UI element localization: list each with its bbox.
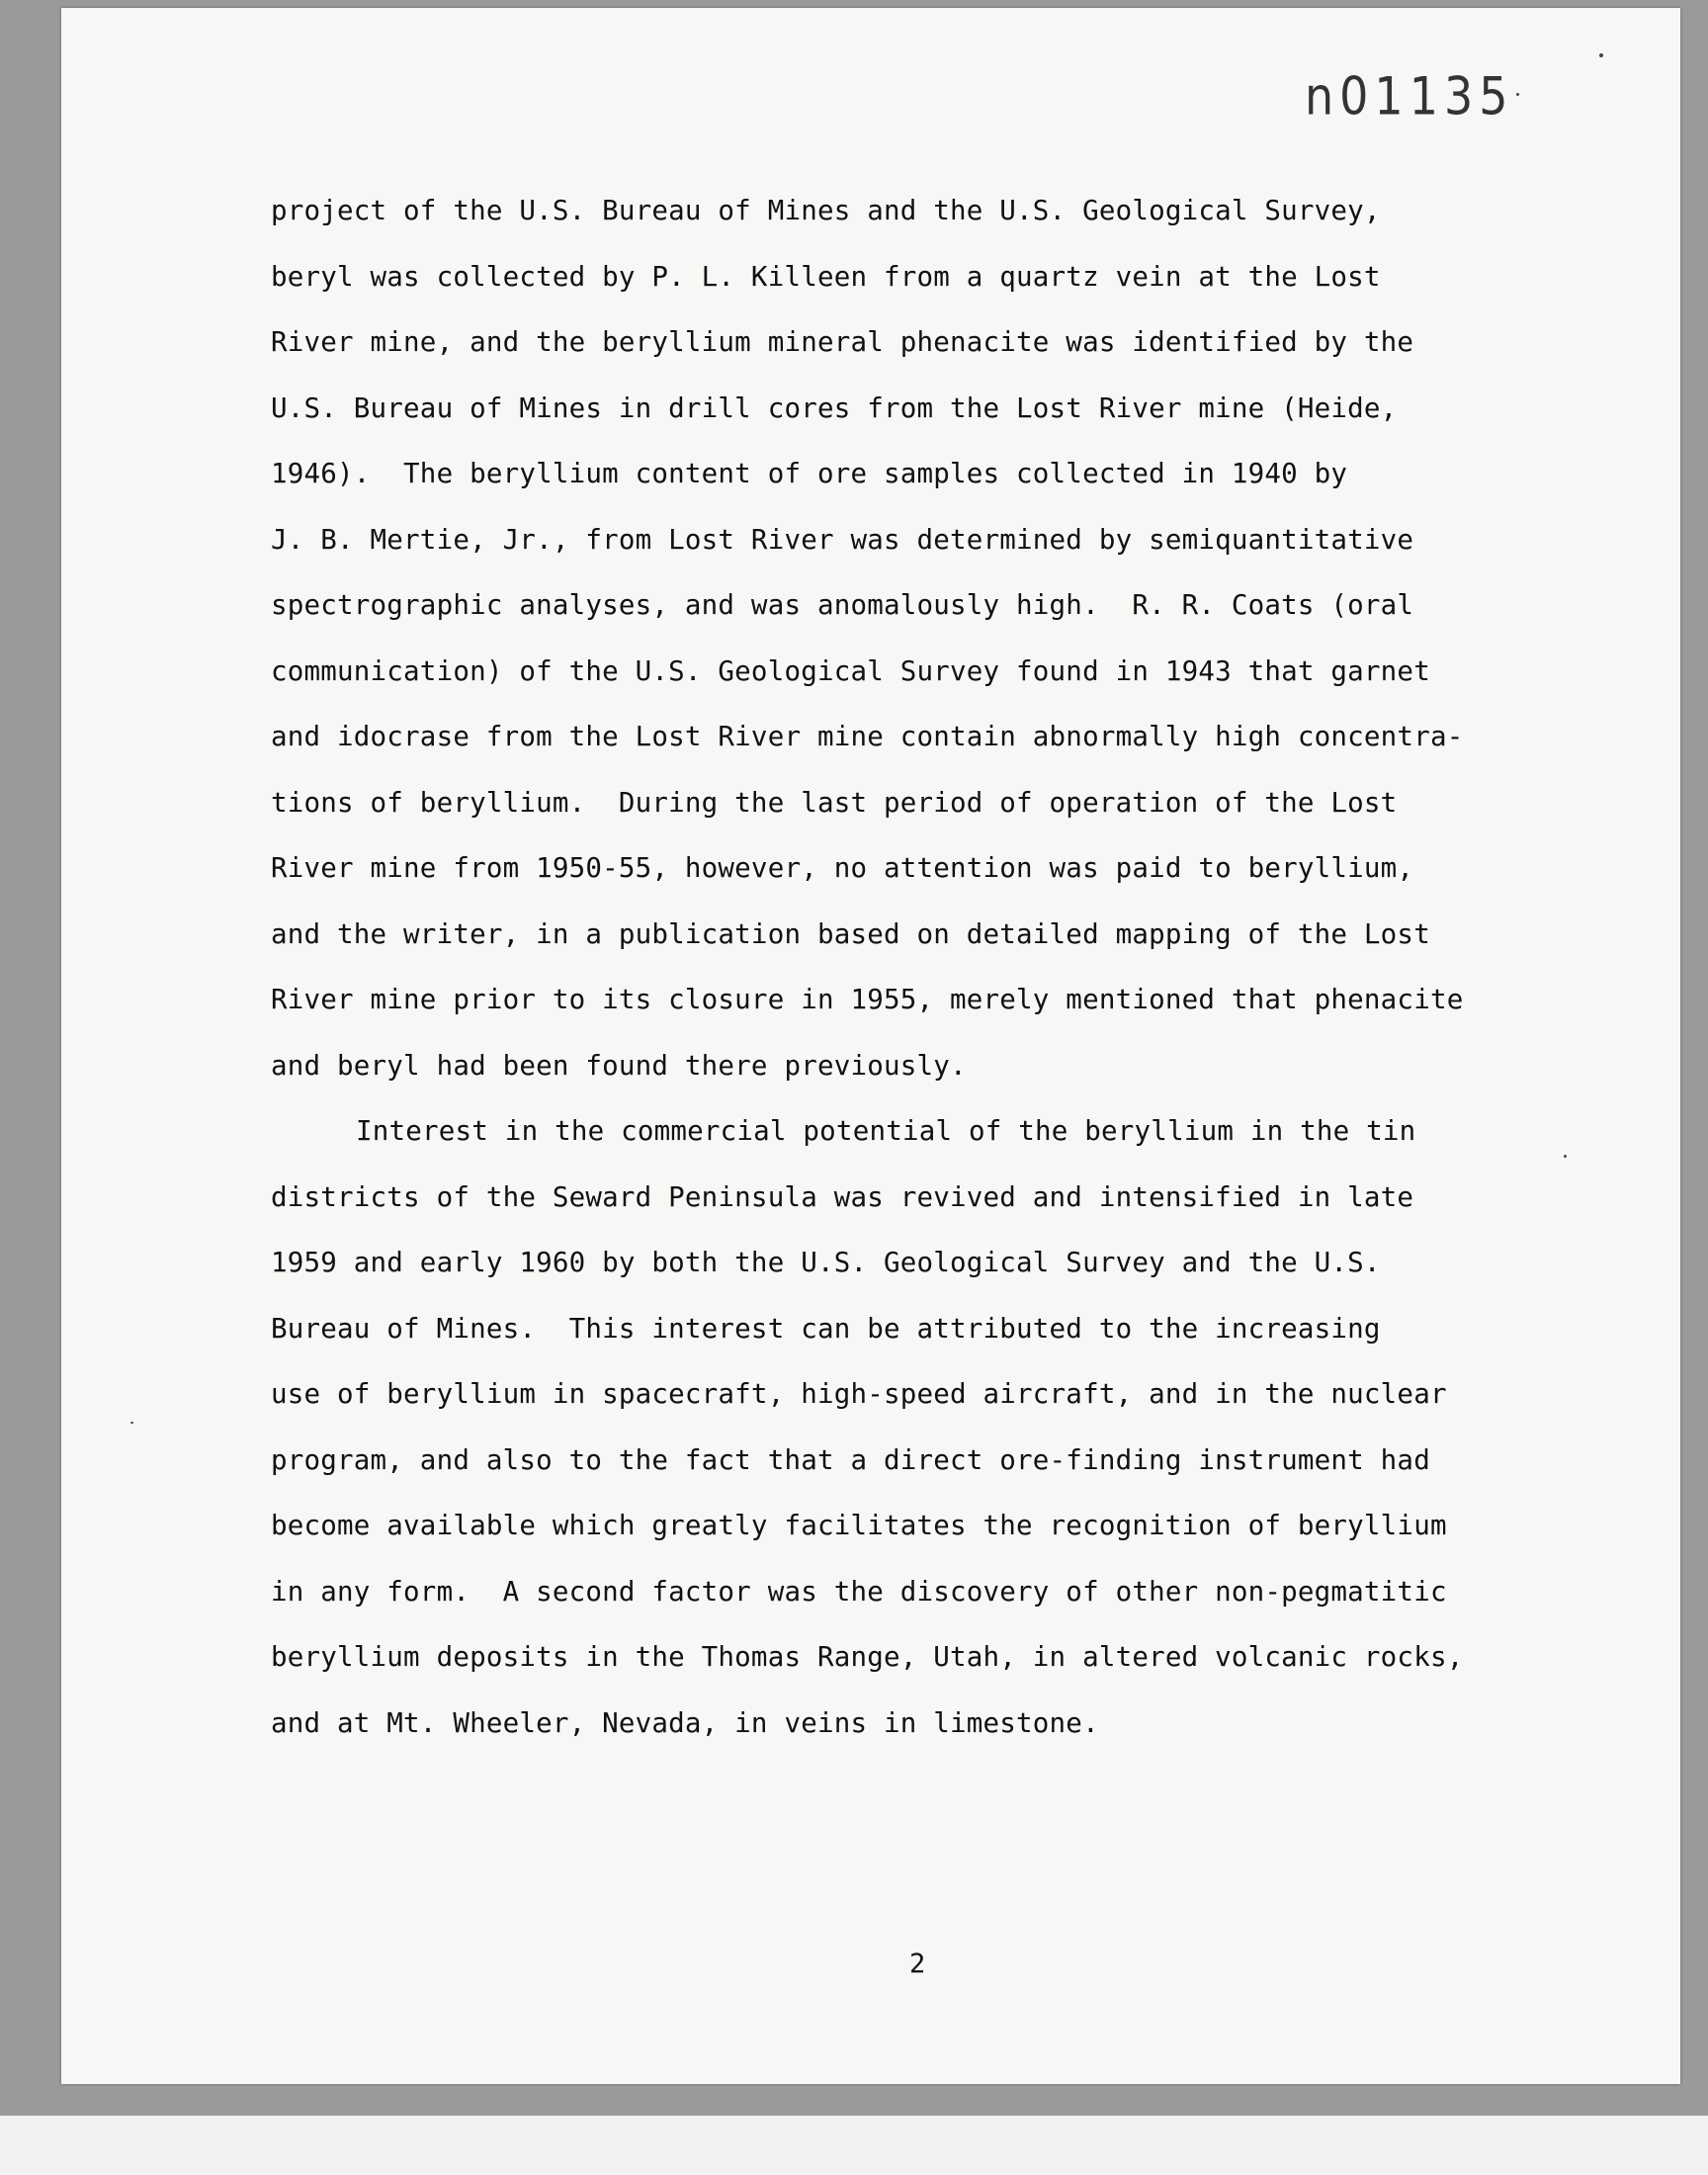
text-line: Bureau of Mines. This interest can be attributed to the increasing <box>271 1312 1381 1345</box>
scan-speck <box>1564 1155 1567 1158</box>
scan-speck <box>130 1422 133 1424</box>
text-line: 1946). The beryllium content of ore samples collected in 1940 by <box>271 458 1348 489</box>
page-number: 2 <box>909 1949 926 1979</box>
text-line: spectrographic analyses, and was anomalously high. R. R. Coats (oral <box>271 589 1414 621</box>
text-line: U.S. Bureau of Mines in drill cores from the Lost River mine (Heide, <box>271 392 1398 424</box>
text-line: 1959 and early 1960 by both the U.S. Geological Survey and the U.S. <box>271 1247 1381 1278</box>
paragraph-2 <box>271 1098 1556 1756</box>
text-line: and at Mt. Wheeler, Nevada, in veins in limestone. <box>271 1706 1099 1739</box>
text-line: beryl was collected by P. L. Killeen from a quartz vein at the Lost <box>271 260 1381 293</box>
document-page <box>61 8 1680 2084</box>
scan-bottom-strip <box>0 2116 1708 2175</box>
text-line: River mine from 1950-55, however, no attention was paid to beryllium, <box>271 852 1414 884</box>
stamped-page-id: n01135 <box>1305 64 1514 128</box>
text-line: tions of beryllium. During the last period of operation of the Lost <box>271 786 1398 819</box>
text-line: and beryl had been found there previously. <box>271 1049 967 1082</box>
paragraph-1 <box>271 178 1556 1098</box>
text-line: districts of the Seward Peninsula was revived and intensified in late <box>271 1180 1414 1213</box>
text-line: use of beryllium in spacecraft, high-speed aircraft, and in the nuclear <box>271 1378 1447 1410</box>
text-line: and idocrase from the Lost River mine contain abnormally high concentra- <box>271 721 1464 752</box>
scan-speck <box>1599 53 1603 57</box>
text-line: and the writer, in a publication based on detailed mapping of the Lost <box>271 917 1430 950</box>
text-line: J. B. Mertie, Jr., from Lost River was determined by semiquantitative <box>271 523 1414 556</box>
text-line: Interest in the commercial potential of the beryllium in the tin <box>356 1115 1416 1147</box>
text-line: River mine prior to its closure in 1955, merely mentioned that phenacite <box>271 984 1464 1015</box>
text-line: River mine, and the beryllium mineral phenacite was identified by the <box>271 326 1414 358</box>
body-text <box>271 178 1556 1756</box>
text-line: in any form. A second factor was the discovery of other non-pegmatitic <box>271 1575 1447 1608</box>
text-line: project of the U.S. Bureau of Mines and the U.S. Geological Survey, <box>271 195 1381 226</box>
text-line: program, and also to the fact that a direct ore-finding instrument had <box>271 1443 1430 1476</box>
text-line: beryllium deposits in the Thomas Range, Utah, in altered volcanic rocks, <box>271 1641 1464 1673</box>
scan-speck <box>1516 93 1519 96</box>
text-line: become available which greatly facilitates the recognition of beryllium <box>271 1510 1447 1541</box>
text-line: communication) of the U.S. Geological Survey found in 1943 that garnet <box>271 654 1430 687</box>
